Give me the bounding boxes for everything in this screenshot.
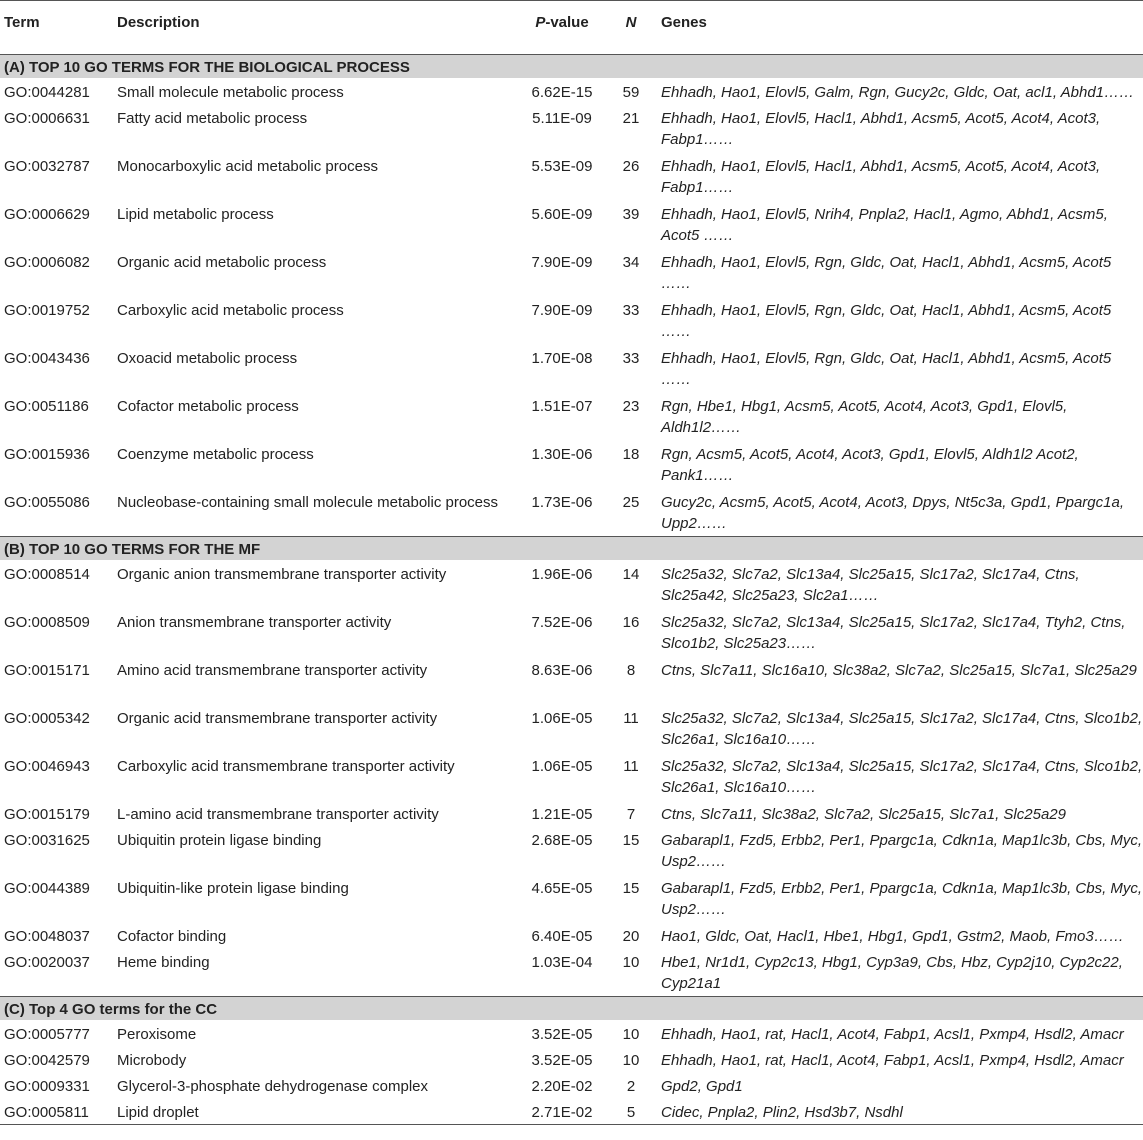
term-cell: GO:0006082 [4, 254, 90, 271]
table-body [0, 55, 1143, 1125]
term-cell: GO:0015936 [4, 446, 90, 463]
table-row [0, 104, 1143, 152]
term-cell: GO:0005342 [4, 710, 90, 727]
description-cell: Oxoacid metabolic process [117, 350, 298, 367]
section-header-row [0, 55, 1143, 79]
genes-cell: Slc25a32, Slc7a2, Slc13a4, Slc25a15, Slc17a2, Slc17a4, Ctns, Slc25a42, Slc25a23, Slc2a1…… [661, 566, 1080, 604]
term-cell: GO:0031625 [4, 832, 90, 849]
description-cell: L-amino acid transmembrane transporter activity [117, 806, 439, 823]
n-cell: 8 [626, 662, 636, 679]
term-cell: GO:0048037 [4, 928, 90, 945]
n-cell: 21 [622, 110, 640, 127]
pvalue-cell: 1.06E-05 [531, 710, 593, 727]
pvalue-cell: 2.68E-05 [531, 832, 593, 849]
table-row [0, 948, 1143, 997]
genes-cell: Gabarapl1, Fzd5, Erbb2, Per1, Ppargc1a, Cdkn1a, Map1lc3b, Cbs, Myc, Usp2…… [661, 880, 1143, 918]
pvalue-cell: 4.65E-05 [531, 880, 593, 897]
term-cell: GO:0006631 [4, 110, 90, 127]
genes-cell: Ehhadh, Hao1, Elovl5, Hacl1, Abhd1, Acsm5, Acot5, Acot4, Acot3, Fabp1…… [661, 110, 1101, 148]
description-cell: Heme binding [117, 954, 210, 971]
term-cell: GO:0015171 [4, 662, 90, 679]
description-cell: Organic anion transmembrane transporter activity [117, 566, 447, 583]
table-row [0, 826, 1143, 874]
description-cell: Microbody [117, 1052, 187, 1069]
description-cell: Carboxylic acid metabolic process [117, 302, 344, 319]
n-cell: 18 [622, 446, 640, 463]
genes-cell: Ehhadh, Hao1, Elovl5, Nrih4, Pnpla2, Hacl1, Agmo, Abhd1, Acsm5, Acot5 …… [661, 206, 1108, 244]
genes-cell: Gucy2c, Acsm5, Acot5, Acot4, Acot3, Dpys, Nt5c3a, Gpd1, Ppargc1a, Upp2…… [661, 494, 1124, 532]
n-cell: 39 [622, 206, 640, 223]
description-cell: Lipid metabolic process [117, 206, 274, 223]
table-row [0, 874, 1143, 922]
description-cell: Glycerol-3-phosphate dehydrogenase complex [117, 1078, 429, 1095]
term-cell: GO:0005811 [0, 1098, 113, 1125]
table-header [0, 1, 1143, 55]
term-cell: GO:0009331 [4, 1078, 90, 1095]
genes-cell: Ehhadh, Hao1, Elovl5, Rgn, Gldc, Oat, Hacl1, Abhd1, Acsm5, Acot5 …… [661, 350, 1112, 388]
header-pvalue [519, 1, 605, 55]
n-cell: 11 [623, 758, 639, 775]
section-title: (C) Top 4 GO terms for the CC [0, 997, 1143, 1021]
table-row [0, 560, 1143, 608]
header-n: N [605, 1, 657, 55]
description-cell: Amino acid transmembrane transporter activity [117, 662, 428, 679]
genes-cell: Rgn, Acsm5, Acot5, Acot4, Acot3, Gpd1, Elovl5, Aldh1l2 Acot2, Pank1…… [661, 446, 1079, 484]
genes-cell: Gabarapl1, Fzd5, Erbb2, Per1, Ppargc1a, Cdkn1a, Map1lc3b, Cbs, Myc, Usp2…… [661, 832, 1143, 870]
genes-cell: Rgn, Hbe1, Hbg1, Acsm5, Acot5, Acot4, Acot3, Gpd1, Elovl5, Aldh1l2…… [661, 398, 1068, 436]
genes-cell: Hbe1, Nr1d1, Cyp2c13, Hbg1, Cyp3a9, Cbs, Hbz, Cyp2j10, Cyp2c22, Cyp21a1 [661, 954, 1123, 992]
term-cell: GO:0020037 [4, 954, 90, 971]
n-cell: 5 [605, 1098, 657, 1125]
pvalue-cell: 8.63E-06 [531, 662, 593, 679]
description-cell: Peroxisome [117, 1026, 197, 1043]
description-cell: Cofactor metabolic process [117, 398, 299, 415]
table-row [0, 152, 1143, 200]
description-cell: Nucleobase-containing small molecule metabolic process [117, 494, 499, 511]
genes-cell: Gpd2, Gpd1 [661, 1078, 743, 1095]
term-cell: GO:0005777 [4, 1026, 90, 1043]
header-term: Term [0, 1, 113, 55]
section-header-row [0, 997, 1143, 1021]
pvalue-cell: 1.06E-05 [531, 758, 593, 775]
genes-cell: Ehhadh, Hao1, Elovl5, Rgn, Gldc, Oat, Hacl1, Abhd1, Acsm5, Acot5 …… [661, 302, 1112, 340]
header-description: Description [113, 1, 519, 55]
table-row [0, 752, 1143, 800]
genes-cell: Ctns, Slc7a11, Slc38a2, Slc7a2, Slc25a15, Slc7a1, Slc25a29 [661, 806, 1066, 823]
pvalue-cell: 5.60E-09 [531, 206, 593, 223]
n-cell: 10 [622, 1026, 640, 1043]
genes-cell: Hao1, Gldc, Oat, Hacl1, Hbe1, Hbg1, Gpd1, Gstm2, Maob, Fmo3…… [661, 928, 1124, 945]
table-row [0, 488, 1143, 537]
pvalue-cell: 3.52E-05 [531, 1026, 593, 1043]
pvalue-cell: 1.70E-08 [531, 350, 593, 367]
table-row [0, 800, 1143, 826]
pvalue-cell: 7.90E-09 [531, 302, 593, 319]
description-cell: Cofactor binding [117, 928, 227, 945]
description-cell: Organic acid metabolic process [117, 254, 327, 271]
n-cell: 59 [622, 84, 640, 101]
term-cell: GO:0055086 [4, 494, 90, 511]
n-cell: 14 [622, 566, 640, 583]
genes-cell: Slc25a32, Slc7a2, Slc13a4, Slc25a15, Slc17a2, Slc17a4, Ctns, Slco1b2, Slc26a1, Slc16a10…… [661, 758, 1143, 796]
term-cell: GO:0044389 [4, 880, 90, 897]
description-cell: Monocarboxylic acid metabolic process [117, 158, 378, 175]
description-cell: Coenzyme metabolic process [117, 446, 314, 463]
description-cell: Organic acid transmembrane transporter activity [117, 710, 438, 727]
section-title: (A) TOP 10 GO TERMS FOR THE BIOLOGICAL PROCESS [0, 55, 1143, 79]
n-cell: 23 [622, 398, 640, 415]
pvalue-cell: 7.90E-09 [531, 254, 593, 271]
table-row [0, 248, 1143, 296]
table-row [0, 78, 1143, 104]
table-row [0, 440, 1143, 488]
n-cell: 11 [623, 710, 639, 727]
table-row [0, 392, 1143, 440]
pvalue-cell: 1.21E-05 [531, 806, 593, 823]
n-cell: 33 [622, 302, 640, 319]
pvalue-cell: 2.71E-02 [519, 1098, 605, 1125]
section-header-row [0, 537, 1143, 561]
term-cell: GO:0046943 [4, 758, 90, 775]
genes-cell: Slc25a32, Slc7a2, Slc13a4, Slc25a15, Slc17a2, Slc17a4, Ttyh2, Ctns, Slco1b2, Slc25a23…… [661, 614, 1126, 652]
pvalue-cell: 3.52E-05 [531, 1052, 593, 1069]
term-cell: GO:0044281 [4, 84, 90, 101]
genes-cell: Ehhadh, Hao1, rat, Hacl1, Acot4, Fabp1, Acsl1, Pxmp4, Hsdl2, Amacr [661, 1052, 1124, 1069]
pvalue-cell: 1.30E-06 [531, 446, 593, 463]
header-pvalue-letter: P [535, 14, 546, 31]
term-cell: GO:0043436 [4, 350, 90, 367]
table-row [0, 296, 1143, 344]
table-row [0, 1020, 1143, 1046]
table-row [0, 1046, 1143, 1072]
term-cell: GO:0051186 [4, 398, 89, 415]
pvalue-cell: 7.52E-06 [531, 614, 593, 631]
term-cell: GO:0032787 [4, 158, 90, 175]
pvalue-cell: 1.51E-07 [531, 398, 593, 415]
table-row [0, 1072, 1143, 1098]
term-cell: GO:0008509 [4, 614, 90, 631]
description-cell: Ubiquitin protein ligase binding [117, 832, 322, 849]
pvalue-cell: 5.53E-09 [531, 158, 593, 175]
table-row [0, 1098, 1143, 1125]
genes-cell: Ctns, Slc7a11, Slc16a10, Slc38a2, Slc7a2, Slc25a15, Slc7a1, Slc25a29 [661, 662, 1137, 679]
n-cell: 25 [622, 494, 640, 511]
n-cell: 15 [622, 880, 640, 897]
term-cell: GO:0042579 [4, 1052, 90, 1069]
description-cell: Fatty acid metabolic process [117, 110, 308, 127]
pvalue-cell: 1.96E-06 [531, 566, 593, 583]
description-cell: Small molecule metabolic process [117, 84, 344, 101]
header-genes: Genes [657, 1, 1143, 55]
pvalue-cell: 5.11E-09 [532, 110, 592, 127]
table-row [0, 922, 1143, 948]
genes-cell: Ehhadh, Hao1, rat, Hacl1, Acot4, Fabp1, Acsl1, Pxmp4, Hsdl2, Amacr [661, 1026, 1124, 1043]
term-cell: GO:0015179 [4, 806, 90, 823]
n-cell: 16 [622, 614, 640, 631]
table-row [0, 344, 1143, 392]
genes-cell: Cidec, Pnpla2, Plin2, Hsd3b7, Nsdhl [657, 1098, 1143, 1125]
genes-cell: Ehhadh, Hao1, Elovl5, Galm, Rgn, Gucy2c, Gldc, Oat, acl1, Abhd1…… [661, 84, 1135, 101]
genes-cell: Slc25a32, Slc7a2, Slc13a4, Slc25a15, Slc17a2, Slc17a4, Ctns, Slco1b2, Slc26a1, Slc16a10…… [661, 710, 1143, 748]
n-cell: 10 [622, 1052, 640, 1069]
table-row [0, 704, 1143, 752]
n-cell: 33 [622, 350, 640, 367]
n-cell: 15 [622, 832, 640, 849]
term-cell: GO:0006629 [4, 206, 90, 223]
n-cell: 20 [622, 928, 640, 945]
pvalue-cell: 1.03E-04 [531, 954, 593, 971]
description-cell: Anion transmembrane transporter activity [117, 614, 392, 631]
table-row [0, 656, 1143, 704]
term-cell: GO:0008514 [4, 566, 90, 583]
n-cell: 26 [622, 158, 640, 175]
pvalue-cell: 6.62E-15 [531, 84, 593, 101]
genes-cell: Ehhadh, Hao1, Elovl5, Hacl1, Abhd1, Acsm5, Acot5, Acot4, Acot3, Fabp1…… [661, 158, 1101, 196]
pvalue-cell: 1.73E-06 [531, 494, 593, 511]
pvalue-cell: 2.20E-02 [531, 1078, 593, 1095]
description-cell: Lipid droplet [113, 1098, 519, 1125]
table-row [0, 200, 1143, 248]
description-cell: Carboxylic acid transmembrane transporter activity [117, 758, 455, 775]
n-cell: 10 [622, 954, 640, 971]
genes-cell: Ehhadh, Hao1, Elovl5, Rgn, Gldc, Oat, Hacl1, Abhd1, Acsm5, Acot5 …… [661, 254, 1112, 292]
n-cell: 7 [626, 806, 636, 823]
table-row [0, 608, 1143, 656]
section-title: (B) TOP 10 GO TERMS FOR THE MF [0, 537, 1143, 561]
description-cell: Ubiquitin-like protein ligase binding [117, 880, 349, 897]
header-pvalue-suffix: -value [545, 14, 589, 31]
pvalue-cell: 6.40E-05 [531, 928, 593, 945]
n-cell: 34 [622, 254, 640, 271]
term-cell: GO:0019752 [4, 302, 90, 319]
n-cell: 2 [626, 1078, 636, 1095]
